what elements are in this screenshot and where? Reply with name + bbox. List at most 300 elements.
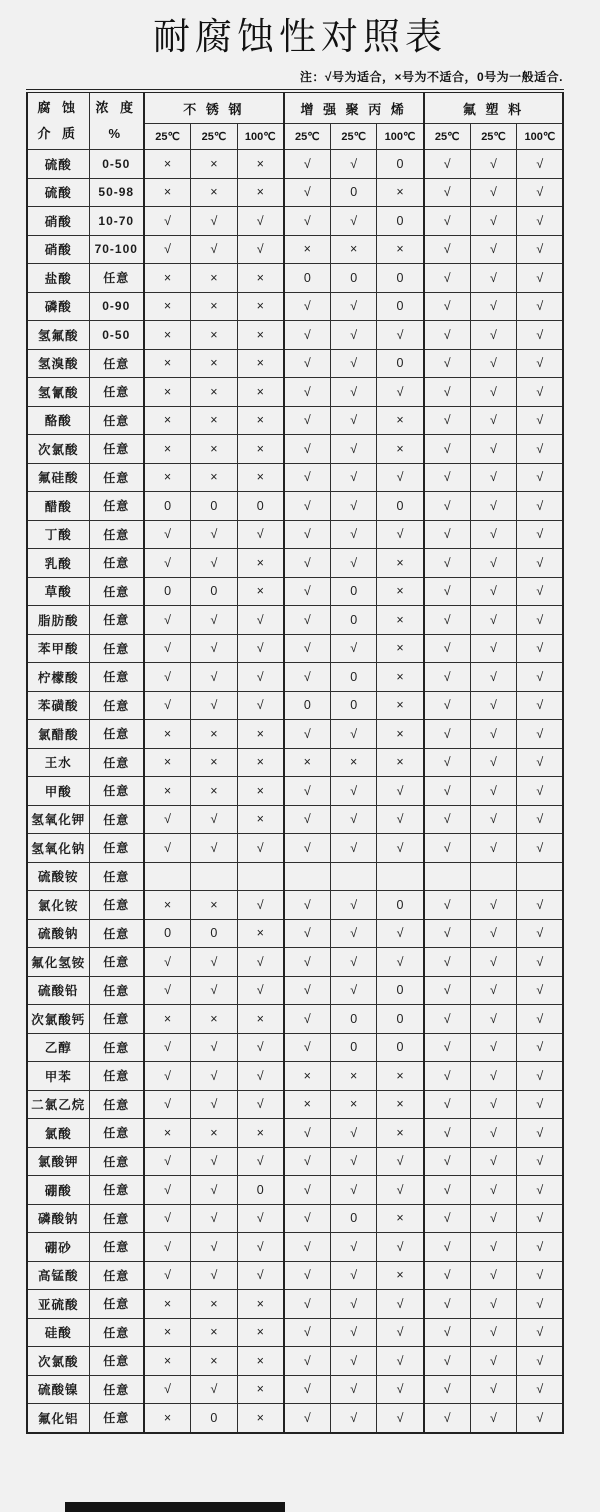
mark-cell: × [144,1318,191,1347]
mark-cell: × [144,178,191,207]
table-row [27,406,563,435]
mark-cell: √ [377,1318,424,1347]
mark-cell: √ [284,1119,331,1148]
concentration-cell: 任意 [89,948,144,977]
mark-cell: √ [424,1290,471,1319]
mark-cell: √ [237,1062,284,1091]
mark-cell: √ [284,178,331,207]
mark-cell: √ [330,720,377,749]
mark-cell: × [191,178,238,207]
mark-cell: √ [330,948,377,977]
mark-cell: √ [144,1033,191,1062]
mark-cell: √ [237,691,284,720]
mark-cell: √ [237,1033,284,1062]
medium-cell: 硫酸镍 [27,1375,89,1404]
concentration-cell: 任意 [89,1204,144,1233]
mark-cell: √ [517,1233,564,1262]
concentration-cell: 0-90 [89,292,144,321]
concentration-cell: 10-70 [89,207,144,236]
header-medium-line1: 腐 蚀 [37,100,80,115]
concentration-cell: 任意 [89,891,144,920]
mark-cell: √ [470,1090,517,1119]
mark-cell: √ [330,1147,377,1176]
mark-cell: √ [517,1147,564,1176]
concentration-cell: 任意 [89,862,144,891]
mark-cell: √ [517,891,564,920]
medium-cell: 硫酸 [27,178,89,207]
mark-cell: √ [517,520,564,549]
medium-cell: 氢溴酸 [27,349,89,378]
mark-cell: × [377,1090,424,1119]
mark-cell: √ [284,520,331,549]
mark-cell: √ [470,321,517,350]
mark-cell: × [237,435,284,464]
mark-cell: × [237,1290,284,1319]
mark-cell: √ [284,1375,331,1404]
table-row [27,178,563,207]
mark-cell: × [191,891,238,920]
mark-cell: × [191,1005,238,1034]
table-row [27,862,563,891]
mark-cell: × [377,1062,424,1091]
mark-cell: × [237,150,284,179]
mark-cell: × [237,805,284,834]
mark-cell: √ [517,463,564,492]
mark-cell: √ [330,634,377,663]
mark-cell [377,862,424,891]
mark-cell: √ [517,1347,564,1376]
mark-cell: 0 [144,919,191,948]
mark-cell: √ [330,207,377,236]
mark-cell: × [191,406,238,435]
mark-cell: √ [330,492,377,521]
table-row [27,777,563,806]
mark-cell: × [144,1005,191,1034]
mark-cell: × [377,1204,424,1233]
mark-cell: √ [517,349,564,378]
mark-cell: × [237,919,284,948]
mark-cell: × [144,321,191,350]
concentration-cell: 任意 [89,492,144,521]
medium-cell: 乳酸 [27,549,89,578]
medium-cell: 硫酸铵 [27,862,89,891]
mark-cell: √ [284,378,331,407]
mark-cell: √ [144,1233,191,1262]
mark-cell: √ [144,834,191,863]
medium-cell: 氯化铵 [27,891,89,920]
mark-cell: √ [517,805,564,834]
mark-cell: 0 [377,891,424,920]
mark-cell: 0 [191,492,238,521]
concentration-cell: 任意 [89,1176,144,1205]
mark-cell: √ [377,948,424,977]
mark-cell: × [144,1404,191,1433]
mark-cell: √ [470,1404,517,1433]
medium-cell: 丁酸 [27,520,89,549]
mark-cell: √ [470,948,517,977]
mark-cell: × [237,549,284,578]
mark-cell: √ [470,1233,517,1262]
mark-cell: √ [330,919,377,948]
table-row [27,292,563,321]
mark-cell: √ [284,435,331,464]
concentration-cell: 任意 [89,834,144,863]
mark-cell: × [144,292,191,321]
mark-cell: √ [377,777,424,806]
concentration-cell: 任意 [89,1404,144,1433]
concentration-cell: 任意 [89,805,144,834]
concentration-cell: 任意 [89,1062,144,1091]
header-group-fluoroplastic: 氟 塑 料 [424,91,564,124]
mark-cell: √ [191,1375,238,1404]
mark-cell: √ [237,663,284,692]
mark-cell: √ [424,406,471,435]
mark-cell: √ [191,1233,238,1262]
mark-cell: √ [330,1375,377,1404]
mark-cell: √ [191,207,238,236]
mark-cell: √ [191,1147,238,1176]
mark-cell: √ [470,691,517,720]
medium-cell: 硝酸 [27,207,89,236]
mark-cell: 0 [330,1033,377,1062]
mark-cell: 0 [377,207,424,236]
mark-cell: √ [284,1147,331,1176]
mark-cell: × [330,1090,377,1119]
mark-cell: √ [284,1233,331,1262]
mark-cell: √ [191,805,238,834]
mark-cell: × [237,577,284,606]
header-medium-line2: 介 质 [37,126,80,141]
table-row [27,378,563,407]
mark-cell: × [377,606,424,635]
medium-cell: 酪酸 [27,406,89,435]
mark-cell: √ [284,406,331,435]
concentration-cell: 任意 [89,1261,144,1290]
mark-cell: 0 [330,663,377,692]
mark-cell: √ [330,520,377,549]
medium-cell: 高锰酸 [27,1261,89,1290]
mark-cell: 0 [377,292,424,321]
mark-cell: √ [517,1375,564,1404]
medium-cell: 醋酸 [27,492,89,521]
mark-cell: √ [470,976,517,1005]
mark-cell: √ [517,492,564,521]
mark-cell: √ [424,1005,471,1034]
mark-cell: × [377,235,424,264]
mark-cell: √ [144,1176,191,1205]
mark-cell: √ [144,976,191,1005]
mark-cell: √ [424,235,471,264]
mark-cell: √ [284,150,331,179]
mark-cell: × [144,720,191,749]
mark-cell: √ [424,321,471,350]
mark-cell: × [191,321,238,350]
mark-cell: × [191,748,238,777]
header-concentration-line2: % [108,126,125,141]
mark-cell: √ [377,378,424,407]
table-row [27,634,563,663]
table-row [27,520,563,549]
mark-cell: √ [470,264,517,293]
concentration-cell: 任意 [89,577,144,606]
temp-header: 100℃ [237,124,284,150]
mark-cell: √ [470,520,517,549]
table-row [27,1147,563,1176]
mark-cell: 0 [237,1176,284,1205]
mark-cell: × [330,235,377,264]
mark-cell: √ [330,1347,377,1376]
mark-cell [330,862,377,891]
concentration-cell: 任意 [89,1290,144,1319]
medium-cell: 次氯酸 [27,435,89,464]
table-row [27,207,563,236]
mark-cell: √ [377,1347,424,1376]
mark-cell: √ [284,976,331,1005]
mark-cell: √ [517,1033,564,1062]
concentration-cell: 任意 [89,1347,144,1376]
mark-cell: √ [284,663,331,692]
temp-header: 25℃ [330,124,377,150]
mark-cell: √ [144,549,191,578]
medium-cell: 王水 [27,748,89,777]
mark-cell: √ [424,948,471,977]
mark-cell: √ [144,1261,191,1290]
medium-cell: 氢氧化钠 [27,834,89,863]
mark-cell: 0 [330,264,377,293]
mark-cell: √ [517,663,564,692]
table-row [27,549,563,578]
header-concentration [89,91,144,150]
medium-cell: 硼酸 [27,1176,89,1205]
mark-cell: √ [470,435,517,464]
mark-cell: √ [470,1033,517,1062]
mark-cell: √ [517,549,564,578]
medium-cell: 氟化氢铵 [27,948,89,977]
medium-cell: 氯酸 [27,1119,89,1148]
mark-cell: × [191,463,238,492]
concentration-cell: 任意 [89,435,144,464]
mark-cell: × [284,235,331,264]
mark-cell: √ [517,976,564,1005]
table-row [27,1176,563,1205]
concentration-cell: 任意 [89,748,144,777]
mark-cell: × [144,777,191,806]
table-row [27,1005,563,1034]
mark-cell: × [377,406,424,435]
mark-cell: √ [284,1318,331,1347]
mark-cell: × [144,406,191,435]
mark-cell: √ [191,1090,238,1119]
mark-cell: √ [330,1404,377,1433]
mark-cell: √ [330,292,377,321]
mark-cell: √ [470,406,517,435]
mark-cell: √ [284,777,331,806]
mark-cell: √ [470,577,517,606]
mark-cell: × [237,406,284,435]
concentration-cell: 0-50 [89,321,144,350]
mark-cell [237,862,284,891]
mark-cell: × [191,378,238,407]
table-row [27,948,563,977]
mark-cell: × [237,720,284,749]
mark-cell: √ [470,1119,517,1148]
mark-cell: √ [517,1005,564,1034]
header-group-reinforced-polypropylene: 增 强 聚 丙 烯 [284,91,424,124]
mark-cell: √ [330,549,377,578]
table-row [27,976,563,1005]
table-row [27,349,563,378]
mark-cell: √ [284,577,331,606]
mark-cell: √ [517,150,564,179]
mark-cell: √ [191,1204,238,1233]
table-row [27,1204,563,1233]
mark-cell: √ [470,891,517,920]
mark-cell: × [191,349,238,378]
concentration-cell: 任意 [89,777,144,806]
mark-cell [424,862,471,891]
mark-cell: √ [284,1204,331,1233]
mark-cell: √ [330,321,377,350]
table-row [27,1062,563,1091]
mark-cell: √ [470,1062,517,1091]
mark-cell: × [191,435,238,464]
medium-cell: 氢氧化钾 [27,805,89,834]
mark-cell: √ [237,1090,284,1119]
mark-cell: √ [470,549,517,578]
mark-cell: √ [330,435,377,464]
table-row [27,1090,563,1119]
medium-cell: 二氯乙烷 [27,1090,89,1119]
concentration-cell: 70-100 [89,235,144,264]
table-row [27,1318,563,1347]
mark-cell: √ [144,663,191,692]
mark-cell: √ [517,321,564,350]
mark-cell: √ [191,1261,238,1290]
mark-cell: √ [237,976,284,1005]
concentration-cell: 任意 [89,691,144,720]
concentration-cell: 任意 [89,463,144,492]
medium-cell: 次氯酸 [27,1347,89,1376]
mark-cell: √ [191,948,238,977]
mark-cell: √ [144,691,191,720]
cropped-bottom-bar [65,1502,285,1512]
mark-cell: √ [330,1119,377,1148]
mark-cell: √ [470,634,517,663]
mark-cell: 0 [377,492,424,521]
mark-cell: √ [470,1375,517,1404]
mark-cell: × [284,1090,331,1119]
mark-cell: × [237,1318,284,1347]
mark-cell: √ [191,834,238,863]
mark-cell: 0 [377,1005,424,1034]
mark-cell: √ [191,520,238,549]
mark-cell: × [191,1119,238,1148]
mark-cell: √ [470,492,517,521]
medium-cell: 脂肪酸 [27,606,89,635]
mark-cell: × [377,435,424,464]
mark-cell: √ [377,1290,424,1319]
mark-cell: √ [517,1318,564,1347]
table-row [27,891,563,920]
mark-cell: × [237,178,284,207]
mark-cell: √ [424,919,471,948]
mark-cell: √ [424,207,471,236]
mark-cell: √ [424,976,471,1005]
mark-cell: √ [470,805,517,834]
mark-cell: √ [284,1005,331,1034]
mark-cell: √ [517,406,564,435]
mark-cell: √ [284,1033,331,1062]
mark-cell: √ [517,235,564,264]
temp-header: 25℃ [144,124,191,150]
table-body [27,150,563,1433]
mark-cell: √ [284,720,331,749]
mark-cell: × [237,321,284,350]
mark-cell: √ [424,691,471,720]
mark-cell: √ [377,1375,424,1404]
mark-cell: √ [517,634,564,663]
mark-cell: × [144,349,191,378]
mark-cell: √ [237,520,284,549]
mark-cell: √ [470,1318,517,1347]
mark-cell: 0 [377,1033,424,1062]
temp-header: 100℃ [517,124,564,150]
mark-cell: 0 [330,691,377,720]
mark-cell: √ [470,720,517,749]
mark-cell: √ [470,150,517,179]
mark-cell: 0 [284,691,331,720]
mark-cell: √ [330,1290,377,1319]
mark-cell: √ [470,834,517,863]
mark-cell: √ [191,976,238,1005]
mark-cell: × [377,577,424,606]
mark-cell: √ [470,178,517,207]
medium-cell: 氢氟酸 [27,321,89,350]
mark-cell: √ [330,349,377,378]
mark-cell: √ [470,1347,517,1376]
mark-cell: √ [470,1005,517,1034]
mark-cell: × [377,663,424,692]
mark-cell: √ [377,1233,424,1262]
medium-cell: 苯甲酸 [27,634,89,663]
mark-cell: √ [470,1147,517,1176]
table-row [27,235,563,264]
medium-cell: 盐酸 [27,264,89,293]
mark-cell: × [377,1261,424,1290]
mark-cell: √ [424,292,471,321]
mark-cell [470,862,517,891]
mark-cell: 0 [144,577,191,606]
concentration-cell: 任意 [89,520,144,549]
mark-cell: √ [424,1318,471,1347]
medium-cell: 氯酸钾 [27,1147,89,1176]
table-row [27,264,563,293]
medium-cell: 甲苯 [27,1062,89,1091]
mark-cell: √ [377,463,424,492]
mark-cell: √ [237,1147,284,1176]
mark-cell: √ [424,1233,471,1262]
mark-cell: × [191,777,238,806]
mark-cell: 0 [330,606,377,635]
mark-cell: √ [237,948,284,977]
mark-cell: √ [284,549,331,578]
mark-cell: √ [424,378,471,407]
mark-cell: √ [377,1404,424,1433]
mark-cell: √ [424,1062,471,1091]
mark-cell: √ [377,321,424,350]
mark-cell: √ [424,805,471,834]
mark-cell: √ [144,1375,191,1404]
